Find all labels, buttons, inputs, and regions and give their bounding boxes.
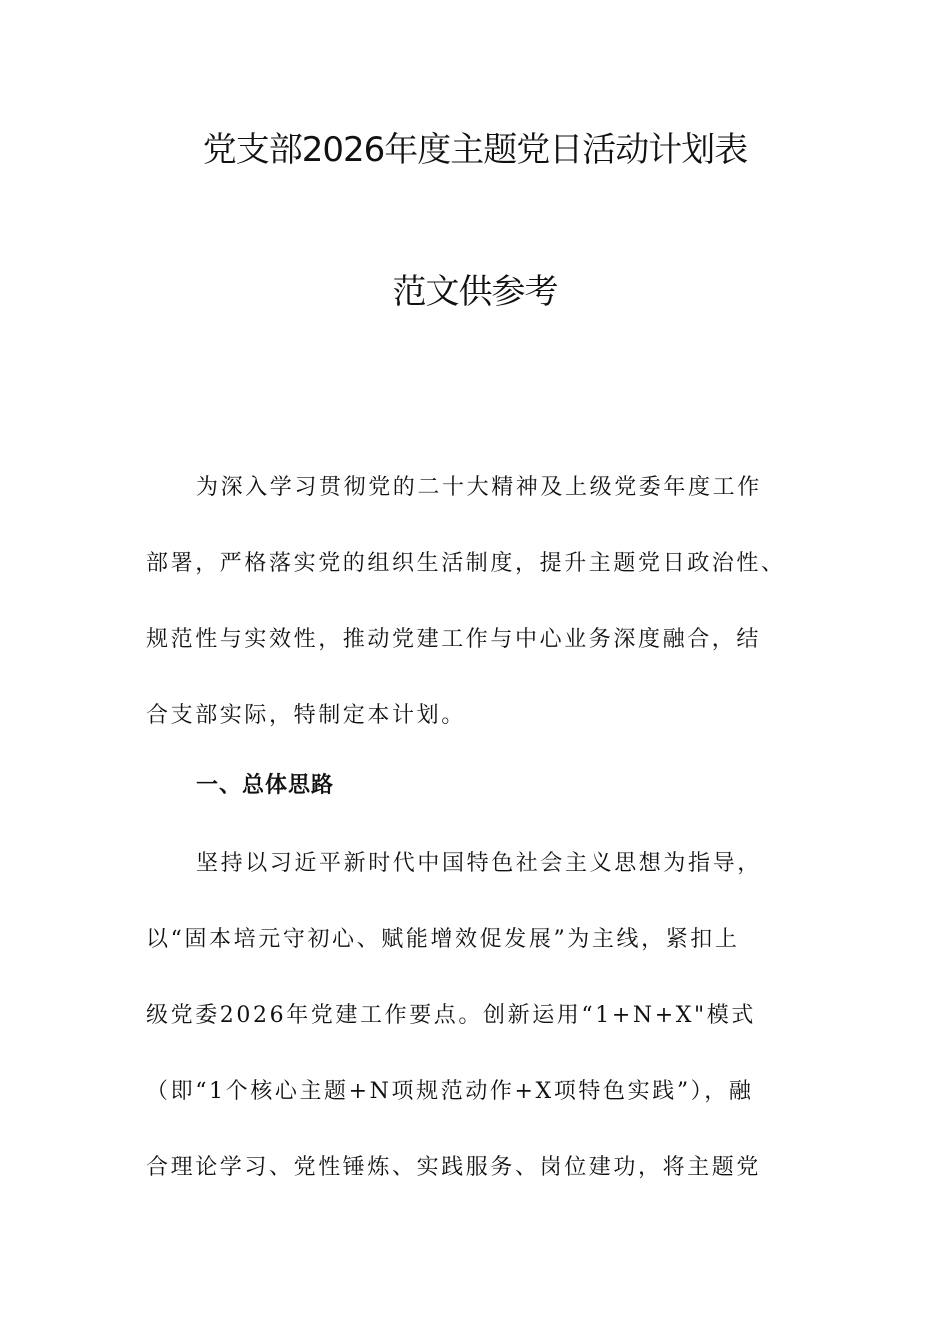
section-paragraph [146,826,806,1206]
paragraph-line: 坚持以习近平新时代中国特色社会主义思想为指导， [196,851,762,876]
paragraph-line: 合理论学习、党性锤炼、实践服务、岗位建功，将主题党 [146,1155,762,1180]
paragraph-line: （即“1个核心主题+N项规范动作+X项特色实践”），融 [146,1079,754,1104]
document-title: 党支部2026年度主题党日活动计划表 [202,130,748,170]
paragraph-line: 为深入学习贯彻党的二十大精神及上级党委年度工作 [196,475,762,500]
paragraph-line: 以“固本培元守初心、赋能增效促发展”为主线，紧扣上 [146,927,740,952]
document-subtitle: 范文供参考 [392,272,558,312]
paragraph-line: 规范性与实效性，推动党建工作与中心业务深度融合，结 [146,627,762,652]
intro-paragraph [146,450,806,754]
section-heading: 一、总体思路 [196,773,335,798]
paragraph-line: 部署，严格落实党的组织生活制度，提升主题党日政治性、 [146,551,786,576]
paragraph-line: 合支部实际，特制定本计划。 [146,703,466,728]
paragraph-line: 级党委2026年党建工作要点。创新运用“1+N+X"模式 [146,1003,756,1028]
